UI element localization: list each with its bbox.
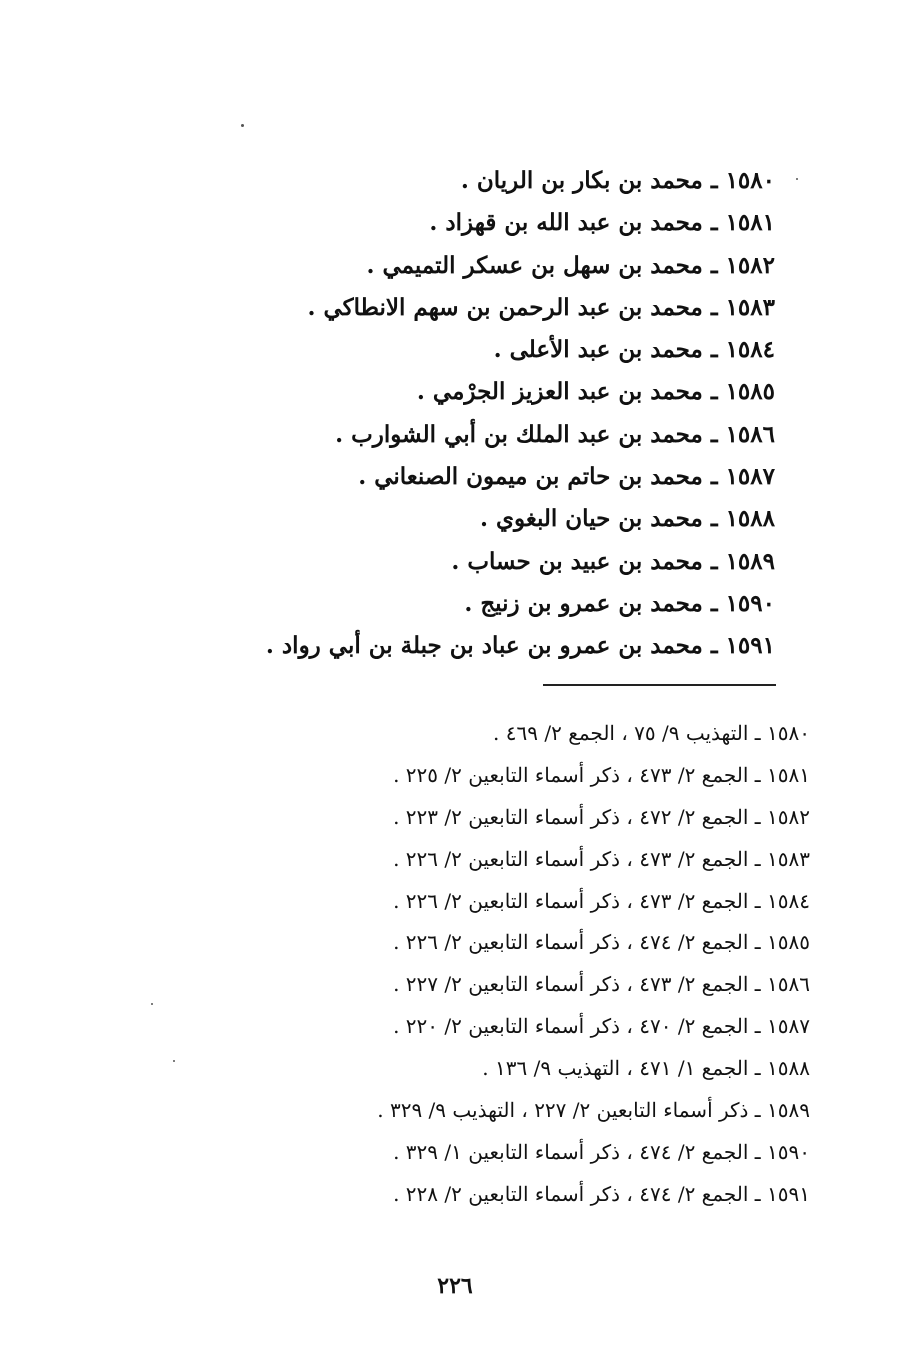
footnote-1588: ١٥٨٨ ـ الجمع ١/ ٤٧١ ، التهذيب ٩/ ١٣٦ .: [482, 1056, 810, 1081]
entry-1585: ١٥٨٥ ـ محمد بن عبد العزيز الجرْمي .: [416, 378, 775, 406]
entry-1590: ١٥٩٠ ـ محمد بن عمرو بن زنيج .: [464, 589, 775, 617]
entry-1580: ١٥٨٠ ـ محمد بن بكار بن الريان .: [460, 167, 775, 194]
scan-speck: [151, 1003, 153, 1005]
entry-1587: ١٥٨٧ ـ محمد بن حاتم بن ميمون الصنعاني .: [358, 463, 775, 491]
scan-speck: [241, 124, 244, 127]
entry-list: [255, 160, 775, 668]
entry-1591: ١٥٩١ ـ محمد بن عمرو بن عباد بن جبلة بن أبي رواد .: [265, 632, 775, 660]
scan-speck: [173, 1060, 175, 1062]
entry-1589: ١٥٨٩ ـ محمد بن عبيد بن حساب .: [451, 547, 775, 575]
entry-1581: ١٥٨١ ـ محمد بن عبد الله بن قهزاد .: [429, 209, 775, 237]
footnote-1584: ١٥٨٤ ـ الجمع ٢/ ٤٧٣ ، ذكر أسماء التابعين ٢/ ٢٢٦ .: [393, 888, 810, 913]
entry-1584: ١٥٨٤ ـ محمد بن عبد الأعلى .: [493, 336, 775, 364]
footnote-separator: [543, 684, 776, 686]
scan-speck: [796, 178, 798, 180]
footnote-1583: ١٥٨٣ ـ الجمع ٢/ ٤٧٣ ، ذكر أسماء التابعين ٢/ ٢٢٦ .: [393, 846, 810, 871]
footnote-list: [250, 713, 810, 1216]
footnote-1586: ١٥٨٦ ـ الجمع ٢/ ٤٧٣ ، ذكر أسماء التابعين ٢/ ٢٢٧ .: [393, 972, 810, 997]
footnote-1590: ١٥٩٠ ـ الجمع ٢/ ٤٧٤ ، ذكر أسماء التابعين ١/ ٣٢٩ .: [393, 1139, 810, 1164]
entry-1586: ١٥٨٦ ـ محمد بن عبد الملك بن أبي الشوارب .: [335, 420, 775, 448]
footnote-1580: ١٥٨٠ ـ التهذيب ٩/ ٧٥ ، الجمع ٢/ ٤٦٩ .: [493, 721, 810, 745]
footnote-1585: ١٥٨٥ ـ الجمع ٢/ ٤٧٤ ، ذكر أسماء التابعين ٢/ ٢٢٦ .: [393, 930, 810, 955]
footnote-1582: ١٥٨٢ ـ الجمع ٢/ ٤٧٢ ، ذكر أسماء التابعين ٢/ ٢٢٣ .: [393, 804, 810, 829]
footnote-1591: ١٥٩١ ـ الجمع ٢/ ٤٧٤ ، ذكر أسماء التابعين ٢/ ٢٢٨ .: [393, 1181, 810, 1206]
footnote-1587: ١٥٨٧ ـ الجمع ٢/ ٤٧٠ ، ذكر أسماء التابعين ٢/ ٢٢٠ .: [393, 1014, 810, 1039]
footnote-1581: ١٥٨١ ـ الجمع ٢/ ٤٧٣ ، ذكر أسماء التابعين ٢/ ٢٢٥ .: [393, 762, 810, 787]
footnote-1589: ١٥٨٩ ـ ذكر أسماء التابعين ٢/ ٢٢٧ ، التهذيب ٩/ ٣٢٩ .: [377, 1098, 810, 1123]
page-number: ٢٢٦: [437, 1273, 473, 1299]
entry-1582: ١٥٨٢ ـ محمد بن سهل بن عسكر التميمي .: [366, 251, 775, 279]
entry-1583: ١٥٨٣ ـ محمد بن عبد الرحمن بن سهم الانطاكي .: [307, 293, 775, 321]
entry-1588: ١٥٨٨ ـ محمد بن حيان البغوي .: [479, 505, 775, 533]
